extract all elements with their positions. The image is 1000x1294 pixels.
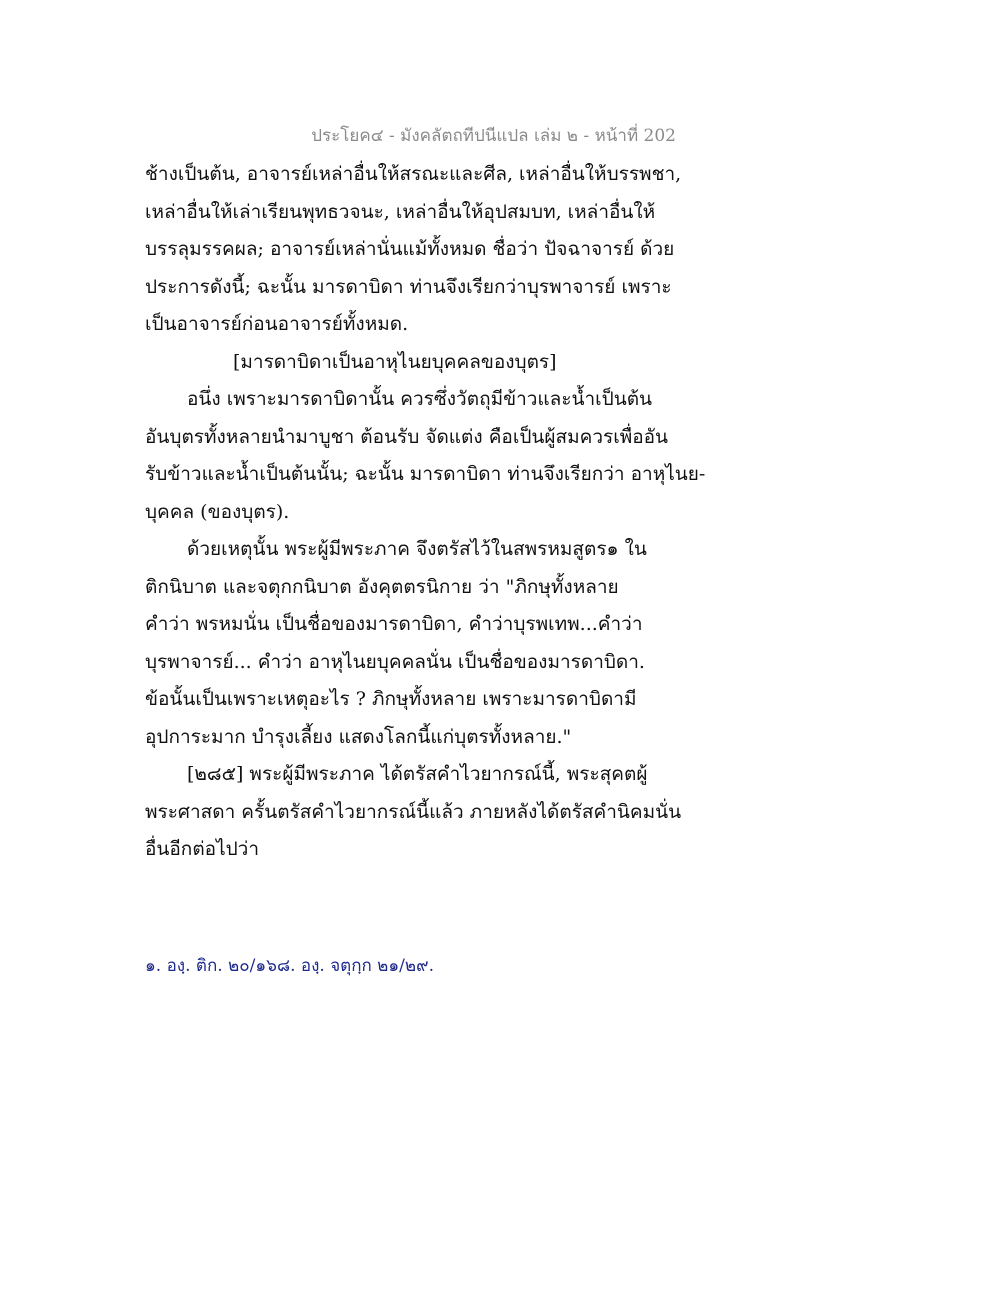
paragraph-line: บุคคล (ของบุตร). bbox=[145, 500, 290, 523]
paragraph-line: ด้วยเหตุนั้น พระผู้มีพระภาค จึงตรัสไว้ในสพรหมสูตร๑ ใน bbox=[187, 538, 647, 560]
paragraph-line: คำว่า พรหมนั่น เป็นชื่อของมารดาบิดา, คำว่าบุรพเทพ...คำว่า bbox=[145, 613, 643, 635]
paragraph-line: อนึ่ง เพราะมารดาบิดานั้น ควรซึ่งวัตถุมีข้าวและน้ำเป็นต้น bbox=[187, 388, 653, 410]
paragraph-line: [๒๘๕] พระผู้มีพระภาค ได้ตรัสคำไวยากรณ์นี้, พระสุคตผู้ bbox=[187, 763, 648, 785]
paragraph-line: รับข้าวและน้ำเป็นต้นนั้น; ฉะนั้น มารดาบิดา ท่านจึงเรียกว่า อาหุไนย- bbox=[145, 463, 706, 485]
footnote: ๑. องฺ. ติก. ๒๐/๑๖๘. องฺ. จตุกฺก ๒๑/๒๙. bbox=[145, 956, 434, 976]
paragraph-line: อันบุตรทั้งหลายนำมาบูชา ต้อนรับ จัดแต่ง คือเป็นผู้สมควรเพื่ออัน bbox=[145, 425, 669, 448]
paragraph-line: ประการดังนี้; ฉะนั้น มารดาบิดา ท่านจึงเรียกว่าบุรพาจารย์ เพราะ bbox=[145, 275, 672, 298]
section-heading: [มารดาบิดาเป็นอาหุไนยบุคคลของบุตร] bbox=[233, 350, 557, 373]
paragraph-line: ช้างเป็นต้น, อาจารย์เหล่าอื่นให้สรณะและศีล, เหล่าอื่นให้บรรพชา, bbox=[145, 163, 682, 185]
paragraph-line: พระศาสดา ครั้นตรัสคำไวยากรณ์นี้แล้ว ภายหลังได้ตรัสคำนิคมนั่น bbox=[145, 800, 682, 823]
paragraph-line: ข้อนั้นเป็นเพราะเหตุอะไร ? ภิกษุทั้งหลาย เพราะมารดาบิดามี bbox=[145, 688, 637, 710]
paragraph-line: อื่นอีกต่อไปว่า bbox=[145, 838, 260, 860]
paragraph-line: เป็นอาจารย์ก่อนอาจารย์ทั้งหมด. bbox=[145, 313, 409, 335]
paragraph-line: ติกนิบาต และจตุกกนิบาต อังคุตตรนิกาย ว่า "ภิกษุทั้งหลาย bbox=[145, 575, 619, 598]
paragraph-line: บรรลุมรรคผล; อาจารย์เหล่านั่นแม้ทั้งหมด ชื่อว่า ปัจฉาจารย์ ด้วย bbox=[145, 238, 675, 260]
running-header: ประโยค๔ - มังคลัตถทีปนีแปล เล่ม ๒ - หน้าที่ 202 bbox=[311, 126, 676, 146]
paragraph-line: อุปการะมาก บำรุงเลี้ยง แสดงโลกนี้แก่บุตรทั้งหลาย." bbox=[145, 725, 572, 748]
paragraph-line: เหล่าอื่นให้เล่าเรียนพุทธวจนะ, เหล่าอื่นให้อุปสมบท, เหล่าอื่นให้ bbox=[145, 200, 656, 223]
body-text bbox=[145, 156, 705, 869]
paragraph-line: บุรพาจารย์... คำว่า อาหุไนยบุคคลนั่น เป็นชื่อของมารดาบิดา. bbox=[145, 650, 645, 673]
